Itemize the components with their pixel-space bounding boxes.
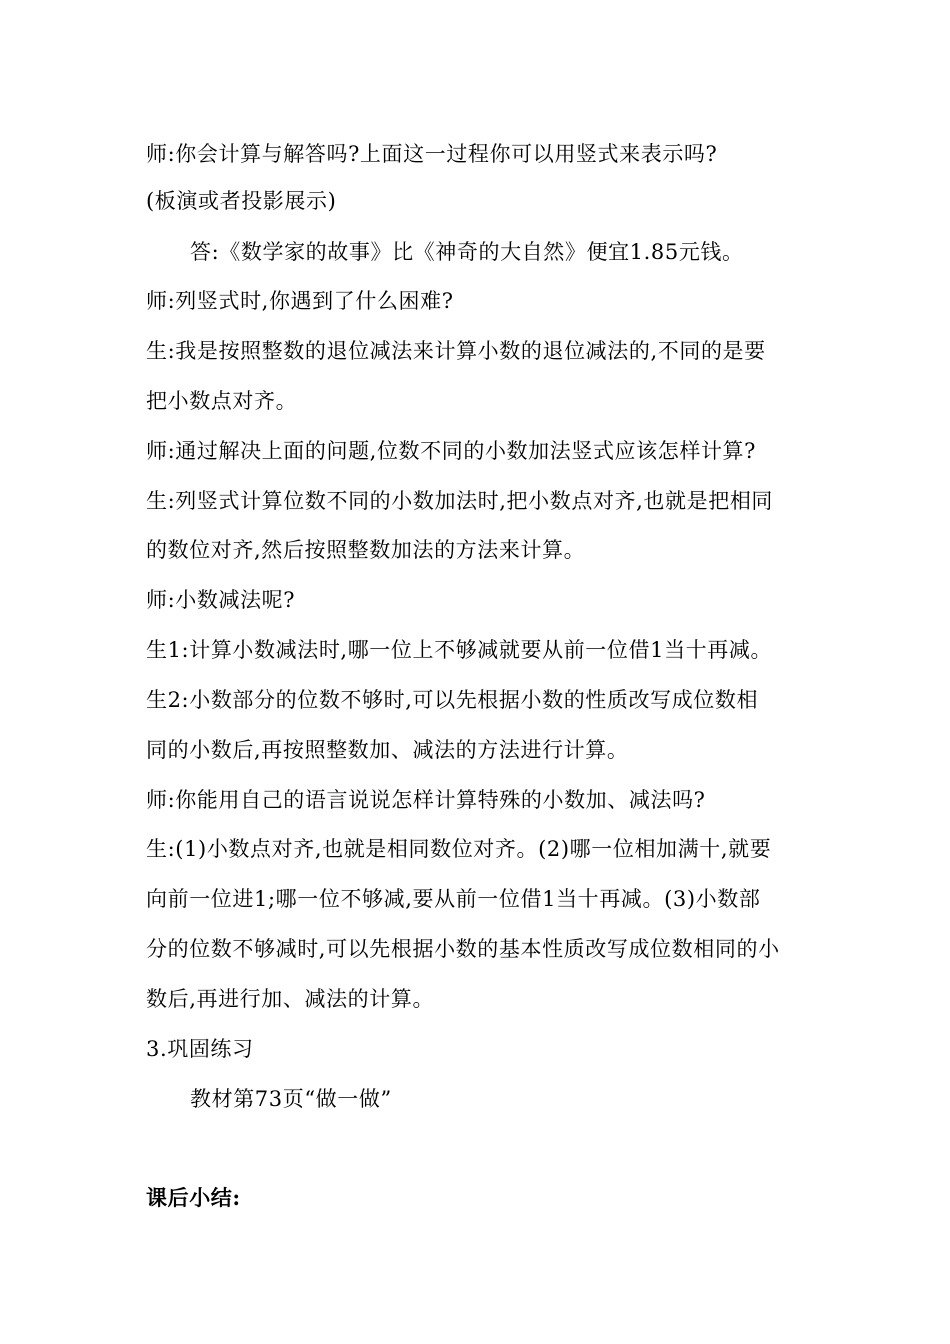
paragraph-line: 师:你会计算与解答吗?上面这一过程你可以用竖式来表示吗? — [146, 142, 718, 166]
paragraph-line: (板演或者投影展示) — [146, 189, 337, 213]
paragraph-line: 向前一位进1;哪一位不够减,要从前一位借1当十再减。(3)小数部 — [146, 887, 761, 911]
paragraph-line: 生:我是按照整数的退位减法来计算小数的退位减法的,不同的是要 — [146, 339, 766, 363]
paragraph-line: 生:列竖式计算位数不同的小数加法时,把小数点对齐,也就是把相同 — [146, 489, 774, 513]
paragraph-line: 的数位对齐,然后按照整数加法的方法来计算。 — [146, 538, 586, 562]
answer-line: 答:《数学家的故事》比《神奇的大自然》便宜1.85元钱。 — [190, 240, 744, 264]
paragraph-line: 分的位数不够减时,可以先根据小数的基本性质改写成位数相同的小 — [146, 937, 780, 961]
paragraph-line: 数后,再进行加、减法的计算。 — [146, 987, 435, 1011]
paragraph-line: 把小数点对齐。 — [146, 389, 298, 413]
paragraph-line: 生:(1)小数点对齐,也就是相同数位对齐。(2)哪一位相加满十,就要 — [146, 837, 772, 861]
paragraph-line: 师:通过解决上面的问题,位数不同的小数加法竖式应该怎样计算? — [146, 439, 757, 463]
paragraph-line: 师:列竖式时,你遇到了什么困难? — [146, 289, 454, 313]
section-heading: 3.巩固练习 — [146, 1037, 254, 1061]
paragraph-line: 师:你能用自己的语言说说怎样计算特殊的小数加、减法吗? — [146, 788, 706, 812]
exercise-line: 教材第73页“做一做” — [190, 1087, 392, 1111]
paragraph-line: 生2:小数部分的位数不够时,可以先根据小数的性质改写成位数相 — [146, 688, 759, 712]
paragraph-line: 同的小数后,再按照整数加、减法的方法进行计算。 — [146, 738, 629, 762]
paragraph-line: 师:小数减法呢? — [146, 588, 296, 612]
paragraph-line: 生1:计算小数减法时,哪一位上不够减就要从前一位借1当十再减。 — [146, 638, 773, 662]
summary-heading: 课后小结: — [146, 1185, 241, 1210]
